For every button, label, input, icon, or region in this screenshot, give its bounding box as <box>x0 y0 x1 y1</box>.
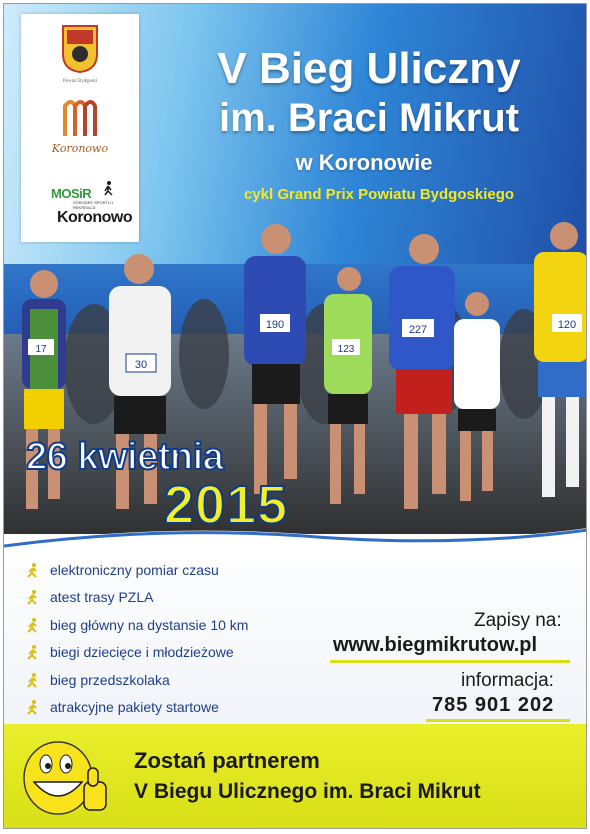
mosir-logo-text: MOSiR <box>51 186 92 201</box>
runner-bullet-icon <box>24 589 40 605</box>
feature-label: bieg główny na dystansie 10 km <box>50 616 249 633</box>
contact-label: informacja: <box>461 670 554 691</box>
feature-label: atest trasy PZLA <box>50 589 154 606</box>
mosir-subtitle: OŚRODEK SPORTU I REKREACJI <box>73 200 113 210</box>
contact-phone[interactable]: 785 901 202 <box>432 694 555 716</box>
feature-label: elektroniczny pomiar czasu <box>50 561 219 578</box>
feature-item <box>24 611 248 639</box>
event-location: w Koronowie <box>295 150 433 175</box>
runner-icon <box>101 180 115 196</box>
partner-heading: Zostań partnerem <box>134 748 320 773</box>
feature-item <box>24 556 248 584</box>
feature-item <box>24 584 248 612</box>
thumbs-up-smiley-icon <box>18 738 114 818</box>
underline-divider <box>330 660 570 663</box>
runner-bullet-icon <box>24 699 40 715</box>
event-poster <box>3 3 587 829</box>
event-series: cykl Grand Prix Powiatu Bydgoskiego <box>243 186 515 203</box>
mosir-city: Koronowo <box>57 209 133 226</box>
koronowo-logo-icon <box>57 96 103 140</box>
bib-2: 30 <box>134 359 148 371</box>
event-date-day: 26 kwietnia <box>26 436 224 478</box>
feature-item <box>24 694 248 722</box>
registration-link[interactable]: www.biegmikrutow.pl <box>333 634 538 656</box>
event-date-year: 2015 <box>164 475 289 535</box>
bib-6: 120 <box>557 319 577 331</box>
registration-label: Zapisy na: <box>474 610 562 631</box>
event-title-line2: im. Braci Mikrut <box>218 96 520 140</box>
runner-bullet-icon <box>24 644 40 660</box>
runner-bullet-icon <box>24 617 40 633</box>
feature-label: bieg przedszkolaka <box>50 671 170 688</box>
feature-item <box>24 666 248 694</box>
underline-divider <box>426 719 570 722</box>
feature-item <box>24 639 248 667</box>
bib-4: 123 <box>337 344 355 355</box>
feature-list <box>24 556 248 721</box>
powiat-caption: Powiat Bydgoski <box>62 79 98 84</box>
bib-3: 190 <box>265 319 285 331</box>
sponsor-logos <box>21 14 139 242</box>
bib-5: 227 <box>408 324 428 336</box>
feature-label: atrakcyjne pakiety startowe <box>50 699 219 716</box>
powiat-crest-icon <box>61 24 99 74</box>
runners-photo <box>4 214 587 544</box>
event-title-line1: V Bieg Uliczny <box>217 44 521 93</box>
bib-1: 17 <box>35 344 47 355</box>
koronowo-caption: Koronowo <box>51 142 109 155</box>
runner-bullet-icon <box>24 672 40 688</box>
runner-bullet-icon <box>24 562 40 578</box>
partner-event-name: V Biegu Ulicznego im. Braci Mikrut <box>134 780 481 803</box>
feature-label: biegi dziecięce i młodzieżowe <box>50 644 234 661</box>
